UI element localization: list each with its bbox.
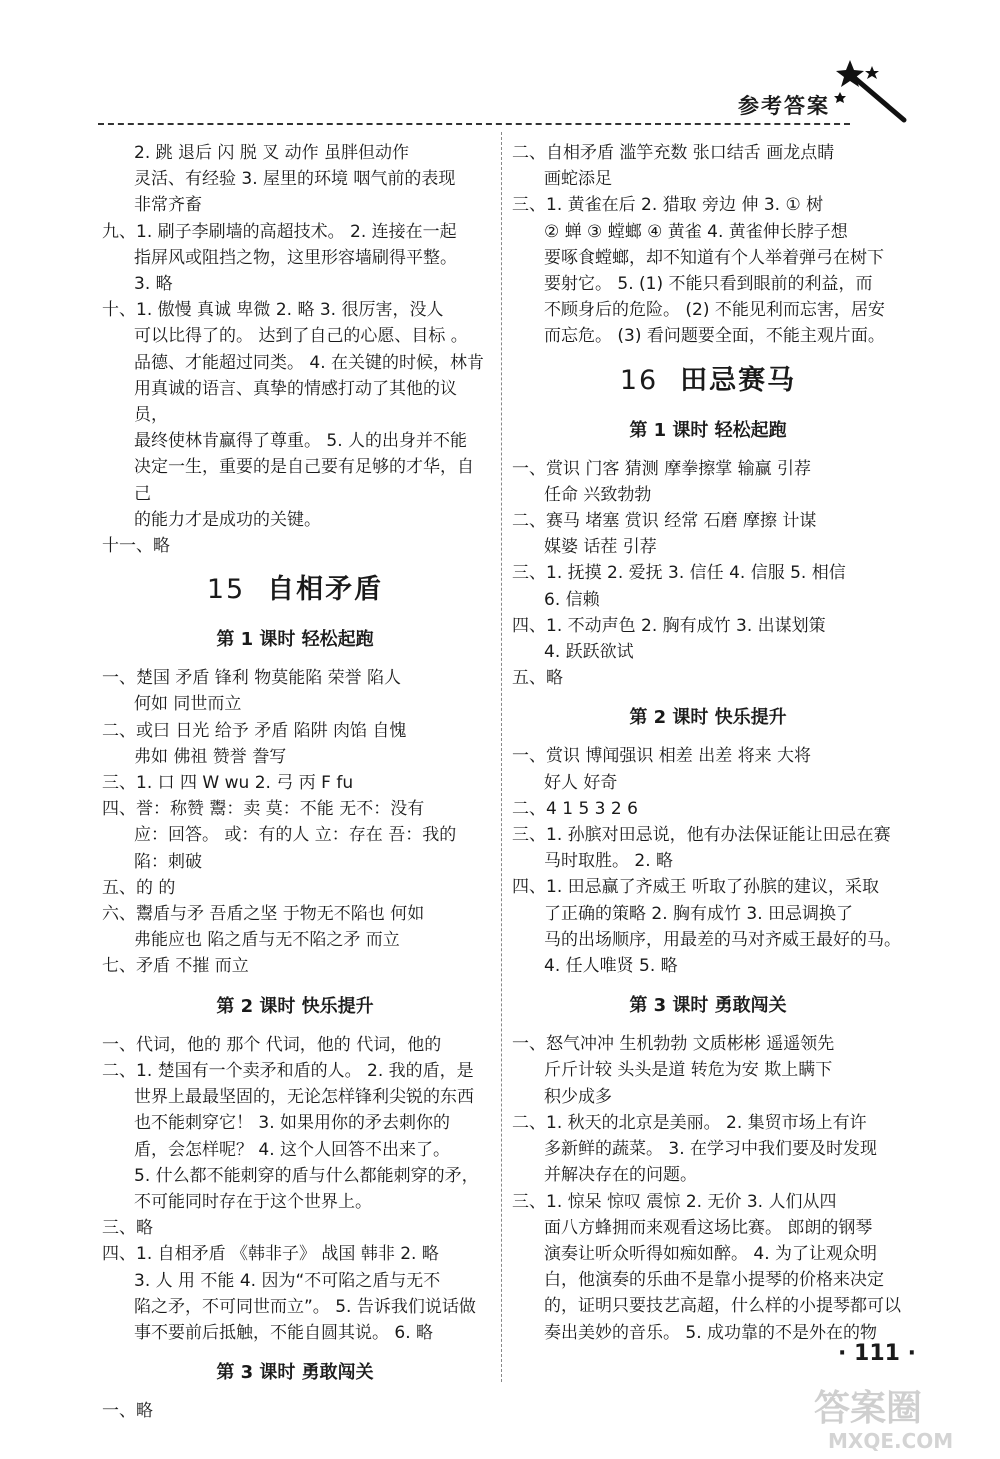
answer-line: 演奏让听众听得如痴如醉。 4. 为了让观众明: [544, 1243, 878, 1264]
answer-line: 一、楚国 矛盾 锋利 物莫能陷 荣誉 陷人: [102, 668, 402, 689]
answer-line: 三、1. 惊呆 惊叹 震惊 2. 无价 3. 人们从四: [512, 1191, 837, 1212]
chapter-number: 15: [206, 574, 246, 606]
answer-line: 最终使林肯赢得了尊重。 5. 人的出身并不能: [134, 431, 468, 452]
answer-line: 一、代词，他的 那个 代词，他的 代词，他的: [102, 1034, 442, 1055]
answer-line: 并解决存在的问题。: [544, 1165, 697, 1186]
answer-line: 灵活、有经验 3. 屋里的环境 咽气前的表现: [134, 169, 456, 190]
answer-line: 二、赛马 堵塞 赏识 经常 石磨 摩擦 计谋: [512, 511, 817, 532]
answer-line: 盾，会怎样呢？ 4. 这个人回答不出来了。: [134, 1139, 451, 1160]
answer-line: 三、略: [102, 1218, 153, 1239]
header-divider: [98, 123, 850, 125]
answer-line: 4. 任人唯贤 5. 略: [544, 956, 678, 977]
answer-line: 多新鲜的蔬菜。 3. 在学习中我们要及时发现: [544, 1139, 878, 1160]
right-column: [512, 140, 904, 1346]
answer-line: 的能力才是成功的关键。: [134, 509, 321, 530]
answer-line: 要啄食螳螂，却不知道有个人举着弹弓在树下: [544, 247, 884, 268]
column-divider: [501, 132, 502, 1382]
answer-line: 画蛇添足: [544, 169, 612, 190]
answer-line: 陷：刺破: [134, 851, 202, 872]
answer-line: 3. 略: [134, 274, 173, 295]
chapter-title: [512, 358, 904, 404]
answer-line: 四、1. 田忌赢了齐威王 听取了孙膑的建议，采取: [512, 877, 880, 898]
answer-line: 任命 兴致勃勃: [544, 484, 652, 505]
answer-line: 三、1. 黄雀在后 2. 猎取 旁边 伸 3. ① 树: [512, 195, 824, 216]
lesson-heading: 第 1 课时 轻松起跑: [216, 629, 374, 651]
answer-line: 五、略: [512, 668, 563, 689]
watermark-top: 答案圈: [814, 1388, 923, 1429]
answer-line: 品德、才能超过同类。 4. 在关键的时候，林肯: [134, 352, 485, 373]
answer-line: ② 蝉 ③ 螳螂 ④ 黄雀 4. 黄雀伸长脖子想: [544, 221, 848, 242]
answer-line: 了正确的策略 2. 胸有成竹 3. 田忌调换了: [544, 903, 854, 924]
answer-line: 十、1. 傲慢 真诚 卑微 2. 略 3. 很厉害，没人: [102, 300, 444, 321]
answer-line: 马的出场顺序，用最差的马对齐威王最好的马。: [544, 929, 901, 950]
answer-line: 九、1. 刷子李刷墙的高超技术。 2. 连接在一起: [102, 221, 457, 242]
answer-line: 十一、略: [102, 536, 170, 557]
chapter-name: 自相矛盾: [267, 574, 384, 606]
answer-line: 一、怒气冲冲 生机勃勃 文质彬彬 遥遥领先: [512, 1034, 835, 1055]
answer-line: 6. 信赖: [544, 589, 600, 610]
answer-line: 4. 跃跃欲试: [544, 642, 634, 663]
answer-line: 二、1. 楚国有一个卖矛和盾的人。 2. 我的盾，是: [102, 1060, 474, 1081]
answer-line: 一、赏识 博闻强识 相差 出差 将来 大将: [512, 746, 812, 767]
lesson-heading: 第 1 课时 轻松起跑: [629, 419, 787, 441]
answer-line: 5. 什么都不能刺穿的盾与什么都能刺穿的矛，: [134, 1165, 479, 1186]
answer-line: 二、4 1 5 3 2 6: [512, 798, 638, 819]
answer-line: 四、1. 不动声色 2. 胸有成竹 3. 出谋划策: [512, 615, 826, 636]
answer-line: 四、誉：称赞 鬻：卖 莫：不能 无不：没有: [102, 799, 425, 820]
left-column: [102, 140, 488, 1424]
header-title: 参考答案: [738, 94, 830, 118]
answer-line: 用真诚的语言、真挚的情感打动了其他的议员，: [134, 378, 457, 426]
lesson-heading: 第 2 课时 快乐提升: [216, 995, 374, 1017]
answer-line: 弗能应也 陷之盾与无不陷之矛 而立: [134, 930, 400, 951]
answer-line: 陷之矛，不可同世而立”。 5. 告诉我们说话做: [134, 1296, 476, 1317]
answer-line: 二、1. 秋天的北京是美丽。 2. 集贸市场上有许: [512, 1112, 867, 1133]
watermark-bottom: MXQE.COM: [828, 1429, 954, 1453]
answer-line: 而忘危。 (3) 看问题要全面，不能主观片面。: [544, 326, 885, 347]
lesson-heading: 第 2 课时 快乐提升: [629, 707, 787, 729]
chapter-number: 16: [619, 364, 659, 396]
answer-line: 的，证明只要技艺高超，什么样的小提琴都可以: [544, 1296, 901, 1317]
answer-line: 二、自相矛盾 滥竽充数 张口结舌 画龙点睛: [512, 143, 835, 163]
answer-line: 世界上最最坚固的，无论怎样锋利尖锐的东西: [134, 1087, 474, 1108]
chapter-name: 田忌赛马: [680, 364, 797, 396]
answer-line: 应：回答。 或：有的人 立：存在 吾：我的: [134, 825, 457, 846]
answer-line: 事不要前后抵触，不能自圆其说。 6. 略: [134, 1322, 434, 1343]
answer-line: 二、或曰 日光 给予 矛盾 陷阱 肉馅 自愧: [102, 720, 407, 741]
answer-line: 不顾身后的危险。 (2) 不能见利而忘害，居安: [544, 300, 885, 321]
answer-line: 决定一生，重要的是自己要有足够的才华，自己: [134, 457, 474, 504]
answer-line: 2. 跳 退后 闪 脱 叉 动作 虽胖但动作: [134, 143, 410, 163]
answer-line: 三、1. 口 四 W wu 2. 弓 丙 F fu: [102, 773, 354, 794]
answer-line: 三、1. 抚摸 2. 爱抚 3. 信任 4. 信服 5. 相信: [512, 563, 846, 584]
magic-wand-icon: [832, 58, 912, 128]
answer-line: 非常齐畜: [134, 195, 202, 216]
answer-line: 四、1. 自相矛盾 《韩非子》 战国 韩非 2. 略: [102, 1244, 439, 1265]
answer-line: 马时取胜。 2. 略: [544, 851, 674, 872]
answer-line: 要射它。 5. (1) 不能只看到眼前的利益，而: [544, 274, 873, 295]
answer-line: 也不能刺穿它！ 3. 如果用你的矛去刺你的: [134, 1113, 451, 1134]
answer-line: 面八方蜂拥而来观看这场比赛。 郎朗的钢琴: [544, 1217, 873, 1238]
answer-line: 三、1. 孙膑对田忌说，他有办法保证能让田忌在赛: [512, 825, 891, 846]
page-number: · 111 ·: [838, 1341, 916, 1366]
answer-line: 可以比得了的。 达到了自己的心愿、目标 。: [134, 326, 468, 347]
answer-line: 白，他演奏的乐曲不是靠小提琴的价格来决定: [544, 1270, 884, 1291]
answer-line: 媒婆 话茬 引荐: [544, 537, 657, 558]
watermark-logo: [808, 1380, 988, 1454]
answer-line: 一、略: [102, 1401, 153, 1422]
answer-line: 奏出美妙的音乐。 5. 成功靠的不是外在的物: [544, 1322, 878, 1343]
lesson-heading: 第 3 课时 勇敢闯关: [216, 1362, 374, 1384]
lesson-heading: 第 3 课时 勇敢闯关: [629, 995, 787, 1017]
answer-line: 不可能同时存在于这个世界上。: [134, 1191, 372, 1212]
answer-line: 五、的 的: [102, 877, 176, 898]
answer-line: 一、赏识 门客 猜测 摩拳擦掌 输赢 引荐: [512, 458, 812, 479]
answer-line: 七、矛盾 不摧 而立: [102, 956, 249, 977]
answer-line: 六、鬻盾与矛 吾盾之坚 于物无不陷也 何如: [102, 904, 425, 925]
answer-line: 斤斤计较 头头是道 转危为安 欺上瞒下: [544, 1060, 833, 1081]
answer-line: 积少成多: [544, 1086, 612, 1107]
answer-line: 弗如 佛祖 赞誉 誊写: [134, 746, 287, 767]
answer-line: 何如 同世而立: [134, 694, 242, 715]
answer-line: 指屏风或阻挡之物，这里形容墙刷得平整。: [134, 247, 457, 268]
answer-line: 3. 人 用 不能 4. 因为“不可陷之盾与无不: [134, 1270, 441, 1291]
chapter-title: [102, 567, 488, 613]
answer-line: 好人 好奇: [544, 772, 618, 793]
